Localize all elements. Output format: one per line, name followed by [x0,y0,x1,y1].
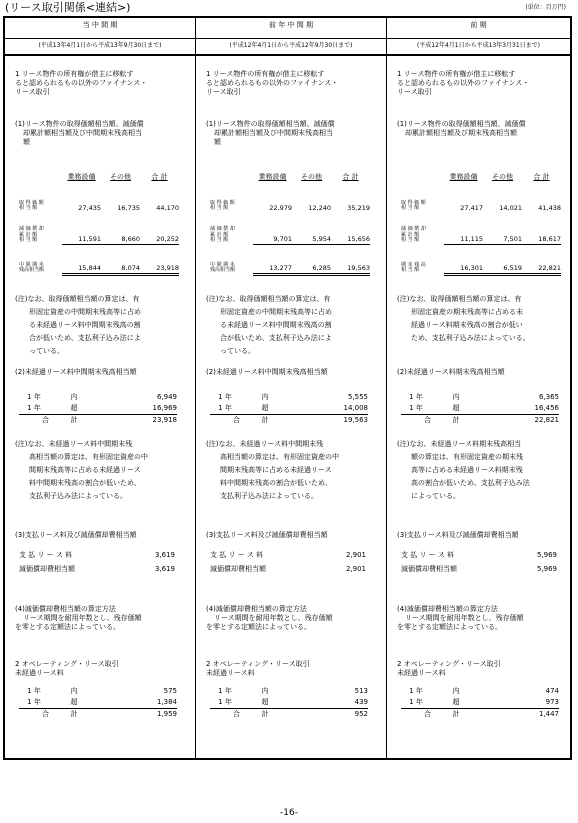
heading-line: 2 オペレーティング・リース取引 [15,660,119,668]
header-other: その他 [110,172,132,181]
row-label-acquisition [19,182,62,212]
label-total-a: 合 [233,415,240,424]
note-line: (注)なお、未経過リース料中間期末残 [15,440,133,448]
cell-value: 15,656 [331,212,370,244]
label-total-a: 合 [424,709,431,718]
lease-paid-table [210,551,366,579]
column-period: (平成13年4月1日から平成13年9月30日まで) [5,39,195,56]
cell-value: 13,277 [253,244,292,274]
label-total-b: 計 [70,709,78,718]
note-line: 料中間期末残高の割合が低いため、 [220,478,332,487]
value-lease-paid: 2,901 [345,551,366,559]
cell-value: 27,417 [460,203,484,212]
note-line: っている。 [220,346,255,355]
heading-line: リース取引 [397,88,432,97]
header-other: その他 [492,172,514,181]
finance-lease-heading [15,70,189,97]
heading-line: (2)未経過リース料期末残高相当額 [397,368,505,376]
note-unexpired [397,438,564,503]
label-line: 相 当 額 [19,205,38,212]
label-one: 1 年 [401,403,431,415]
cell-value: 8,660 [101,212,140,244]
note-unexpired [206,438,380,503]
heading-line: 額 [23,138,30,147]
heading-line: (4)減価償却費相当額の算定方法 [397,605,498,613]
value-op-within: 575 [163,686,177,695]
row-label-depreciation [401,212,444,244]
cell-value: 11,115 [444,212,483,244]
label-line: 取 得 価 額 [19,199,44,206]
header-total: 合 計 [533,172,550,181]
label-line: 累 計 額 [19,231,38,238]
heading-line: 1 リース物件の所有権が借主に移転す [397,70,516,78]
value-total: 22,821 [534,415,559,424]
cell-value: 6,519 [483,244,522,274]
label-line: 取 得 価 額 [210,199,235,206]
heading-line: (3)支払リース料及び減価償却費相当額 [15,531,137,539]
heading-line: (3)支払リース料及び減価償却費相当額 [397,531,519,539]
text-line: リース期間を耐用年数とし、残存価額 [405,614,524,623]
value-depr-equiv: 5,969 [536,565,557,573]
note-line: 高の割合が低いため、支払利子込み法 [411,478,530,487]
cell-value: 27,435 [78,203,102,212]
text-line: を零とする定額法によっている。 [206,623,311,632]
label-line: 相 当 額 [210,237,229,244]
label-one: 1 年 [218,686,232,695]
unexpired-heading [15,368,189,377]
text-line: リース期間を耐用年数とし、残存価額 [23,614,142,623]
value-total: 23,918 [152,415,177,424]
cell-value: 20,252 [140,212,179,244]
note-line: (注)なお、未経過リース料中間期末残 [206,440,324,448]
heading-line: 却累計額相当額及び期末残高相当額 [405,129,517,138]
label-line: 残高相当額 [19,267,45,274]
note-line: 合が低いため、支払利子込み法によ [29,333,141,342]
acquisition-heading [397,120,564,138]
label-total-b: 計 [261,415,269,424]
column-period: (平成12年4月1日から平成12年9月30日まで) [196,39,386,56]
note-line: 形固定資産の中間期末残高等に占め [220,307,332,316]
column-header: 当 中 間 期 [5,18,195,39]
heading-line: (4)減価償却費相当額の算定方法 [15,605,116,613]
cell-value: 23,918 [140,244,179,274]
note-unexpired [15,438,189,503]
operating-lease-table [210,686,368,720]
note-line: (注)なお、取得価額相当額の算定は、有 [206,295,331,303]
header-total: 合 計 [342,172,359,181]
cell-value: 16,735 [117,203,140,212]
column-header: 前 期 [387,18,570,39]
value-lease-paid: 5,969 [536,551,557,559]
blank-cell [401,170,444,182]
operating-lease-table [19,686,177,720]
label-line: 相 当 額 [401,267,420,274]
lease-table-frame [3,16,572,760]
heading-line: リース取引 [206,88,241,97]
heading-line: ると認められるもの以外のファイナンス・ [206,79,339,88]
label-total-b: 計 [452,415,460,424]
note-acquisition [397,293,564,345]
cell-value: 18,617 [522,212,561,244]
label-within: 内 [261,392,269,401]
note-line: る未経過リース料中間期末残高の割 [220,320,332,329]
cell-value: 44,170 [156,203,179,212]
label-depr-equiv: 減価償却費相当額 [19,565,75,573]
period-column [386,18,570,758]
label-line: 累 計 額 [401,231,420,238]
heading-line: 未経過リース料 [206,669,255,678]
note-line: 料中間期末残高の割合が低いため、 [29,478,141,487]
text-line: を零とする定額法によっている。 [15,623,120,632]
label-one: 1 年 [409,686,423,695]
finance-lease-heading [397,70,564,97]
value-over: 14,008 [290,403,368,415]
heading-line: 却累計額相当額及び中間期末残高相当 [214,129,333,138]
label-one: 1 年 [27,686,41,695]
value-op-total: 1,959 [156,709,177,718]
note-line: 合が低いため、支払利子込み法によ [220,333,332,342]
note-line: (注)なお、取得価額相当額の算定は、有 [397,295,522,303]
value-op-within: 474 [545,686,559,695]
note-line: 支払利子込み法によっている。 [220,491,318,500]
cell-value: 15,844 [62,244,101,274]
label-line: 中 間 期 末 [19,261,44,268]
label-within: 内 [70,686,78,695]
unexpired-table [210,392,368,426]
note-line: 形固定資産の期末残高等に占める未 [411,307,523,316]
acquisition-heading [206,120,380,147]
cell-value: 9,701 [253,212,292,244]
depr-method-section [15,605,189,632]
label-one: 1 年 [401,697,431,709]
cell-value: 5,954 [292,212,331,244]
heading-line: (2)未経過リース料中間期末残高相当額 [206,368,328,376]
value-op-over: 973 [481,697,559,709]
label-total-b: 計 [261,709,269,718]
column-header: 前 年 中 間 期 [196,18,386,39]
label-line: 減 価 償 却 [401,225,426,232]
note-line: 額の算定は、有形固定資産の期末残 [411,452,523,461]
label-line: 相 当 額 [401,205,420,212]
lease-paid-table [19,551,175,579]
heading-line: リース取引 [15,88,50,97]
label-one: 1 年 [19,697,49,709]
value-depr-equiv: 2,901 [345,565,366,573]
value-op-over: 1,384 [99,697,177,709]
operating-lease-heading [397,660,564,678]
header-total: 合 計 [151,172,168,181]
cell-value: 22,979 [269,203,293,212]
label-over: 超 [240,697,290,709]
note-line: 経過リース料期末残高の割合が低い [411,320,523,329]
column-period: (平成12年4月1日から平成13年3月31日まで) [387,39,570,56]
value-over: 16,456 [481,403,559,415]
heading-line: (1)リース物件の取得価額相当額、減価償 [397,120,526,128]
heading-line: 1 リース物件の所有権が借主に移転す [15,70,134,78]
row-label-depreciation [19,212,62,244]
cell-value: 12,240 [308,203,331,212]
label-over: 超 [49,697,99,709]
label-one: 1 年 [19,403,49,415]
heading-line: ると認められるもの以外のファイナンス・ [397,79,530,88]
cell-value: 19,563 [331,244,370,274]
label-over: 超 [49,403,99,415]
note-line: によっている。 [411,491,460,500]
operating-lease-heading [206,660,380,678]
note-acquisition [15,293,189,358]
cell-value: 41,438 [538,203,561,212]
value-op-total: 1,447 [538,709,559,718]
label-within: 内 [452,686,460,695]
unexpired-heading [206,368,380,377]
operating-lease-table [401,686,559,720]
label-total-a: 合 [42,709,49,718]
value-over: 16,969 [99,403,177,415]
row-label-acquisition [401,182,444,212]
note-line: 高等に占める未経過リース料期末残 [411,465,523,474]
label-line: 期 末 残 高 [401,261,426,268]
note-line: る未経過リース料中間期末残高の割 [29,320,141,329]
operating-lease-heading [15,660,189,678]
value-within: 5,555 [347,392,368,401]
heading-line: 未経過リース料 [397,669,446,678]
note-line: 形固定資産の中間期末残高等に占め [29,307,141,316]
cell-value: 16,301 [444,244,483,274]
heading-line: 2 オペレーティング・リース取引 [206,660,310,668]
note-line: 高相当額の算定は、有形固定資産の中 [29,452,148,461]
label-line: 減 価 償 却 [19,225,44,232]
acquisition-table [210,170,370,276]
cell-value: 6,285 [292,244,331,274]
note-line: (注)なお、未経過リース料期末残高相当 [397,440,522,448]
period-column [5,18,195,758]
label-lease-paid: 支 払 リ ー ス 料 [401,551,455,559]
value-op-over: 439 [290,697,368,709]
header-business: 業務設備 [449,172,478,181]
heading-line: 額 [214,138,221,147]
label-within: 内 [70,392,78,401]
label-one: 1 年 [218,392,232,401]
value-within: 6,365 [538,392,559,401]
header-business: 業務設備 [258,172,287,181]
cell-value: 11,591 [62,212,101,244]
label-line: 相 当 額 [401,237,420,244]
label-one: 1 年 [210,697,240,709]
cell-value: 7,501 [483,212,522,244]
cell-value: 22,821 [522,244,561,274]
label-total-b: 計 [452,709,460,718]
label-line: 累 計 額 [210,231,229,238]
unexpired-heading [397,368,564,377]
heading-line: 未経過リース料 [15,669,64,678]
depr-method-section [397,605,564,632]
page-number: -16- [280,808,298,818]
label-line: 相 当 額 [19,237,38,244]
unexpired-table [401,392,559,426]
value-within: 6,949 [156,392,177,401]
label-lease-paid: 支 払 リ ー ス 料 [19,551,73,559]
label-depr-equiv: 減価償却費相当額 [210,565,266,573]
note-line: ため、支払利子込み法によっている。 [411,333,530,342]
label-total-b: 計 [70,415,78,424]
label-one: 1 年 [210,403,240,415]
label-one: 1 年 [27,392,41,401]
note-line: 支払利子込み法によっている。 [29,491,127,500]
blank-cell [210,170,253,182]
row-label-depreciation [210,212,253,244]
depr-method-section [206,605,380,632]
heading-line: (4)減価償却費相当額の算定方法 [206,605,307,613]
value-depr-equiv: 3,619 [154,565,175,573]
heading-line: 2 オペレーティング・リース取引 [397,660,501,668]
heading-line: (3)支払リース料及び減価償却費相当額 [206,531,328,539]
row-label-balance [19,244,62,274]
note-line: っている。 [29,346,64,355]
label-depr-equiv: 減価償却費相当額 [401,565,457,573]
label-one: 1 年 [409,392,423,401]
lease-paid-table [401,551,557,579]
unexpired-table [19,392,177,426]
label-within: 内 [261,686,269,695]
value-op-within: 513 [354,686,368,695]
row-label-balance [210,244,253,274]
cell-value: 14,021 [499,203,522,212]
label-line: 減 価 償 却 [210,225,235,232]
label-total-a: 合 [424,415,431,424]
text-line: を零とする定額法によっている。 [397,623,502,632]
unit-label: (単位：百万円) [525,4,566,11]
cell-value: 35,219 [347,203,370,212]
row-label-acquisition [210,182,253,212]
label-line: 取 得 価 額 [401,199,426,206]
acquisition-table [401,170,561,276]
text-line: リース期間を耐用年数とし、残存価額 [214,614,333,623]
note-line: 間期末残高等に占める未経過リース [29,465,141,474]
lease-paid-heading [15,531,189,540]
label-within: 内 [452,392,460,401]
label-total-a: 合 [233,709,240,718]
heading-line: 却累計額相当額及び中間期末残高相当 [23,129,142,138]
acquisition-table [19,170,179,276]
label-total-a: 合 [42,415,49,424]
row-label-balance [401,244,444,274]
note-line: 間期末残高等に占める未経過リース [220,465,332,474]
note-line: 高相当額の算定は、有形固定資産の中 [220,452,339,461]
label-over: 超 [431,697,481,709]
finance-lease-heading [206,70,380,97]
label-line: 中 間 期 末 [210,261,235,268]
header-other: その他 [301,172,323,181]
heading-line: ると認められるもの以外のファイナンス・ [15,79,148,88]
value-total: 19,563 [343,415,368,424]
label-line: 残高相当額 [210,267,236,274]
header-business: 業務設備 [67,172,96,181]
label-over: 超 [431,403,481,415]
note-line: (注)なお、取得価額相当額の算定は、有 [15,295,140,303]
heading-line: (1)リース物件の取得価額相当額、減価償 [15,120,144,128]
section-title: (リース取引関係<連結>) [5,1,131,14]
note-acquisition [206,293,380,358]
label-lease-paid: 支 払 リ ー ス 料 [210,551,264,559]
lease-paid-heading [206,531,380,540]
period-column [195,18,386,758]
heading-line: (2)未経過リース料中間期末残高相当額 [15,368,137,376]
lease-paid-heading [397,531,564,540]
acquisition-heading [15,120,189,147]
value-op-total: 952 [354,709,368,718]
heading-line: 1 リース物件の所有権が借主に移転す [206,70,325,78]
blank-cell [19,170,62,182]
cell-value: 8,074 [101,244,140,274]
label-over: 超 [240,403,290,415]
value-lease-paid: 3,619 [154,551,175,559]
heading-line: (1)リース物件の取得価額相当額、減価償 [206,120,335,128]
label-line: 相 当 額 [210,205,229,212]
